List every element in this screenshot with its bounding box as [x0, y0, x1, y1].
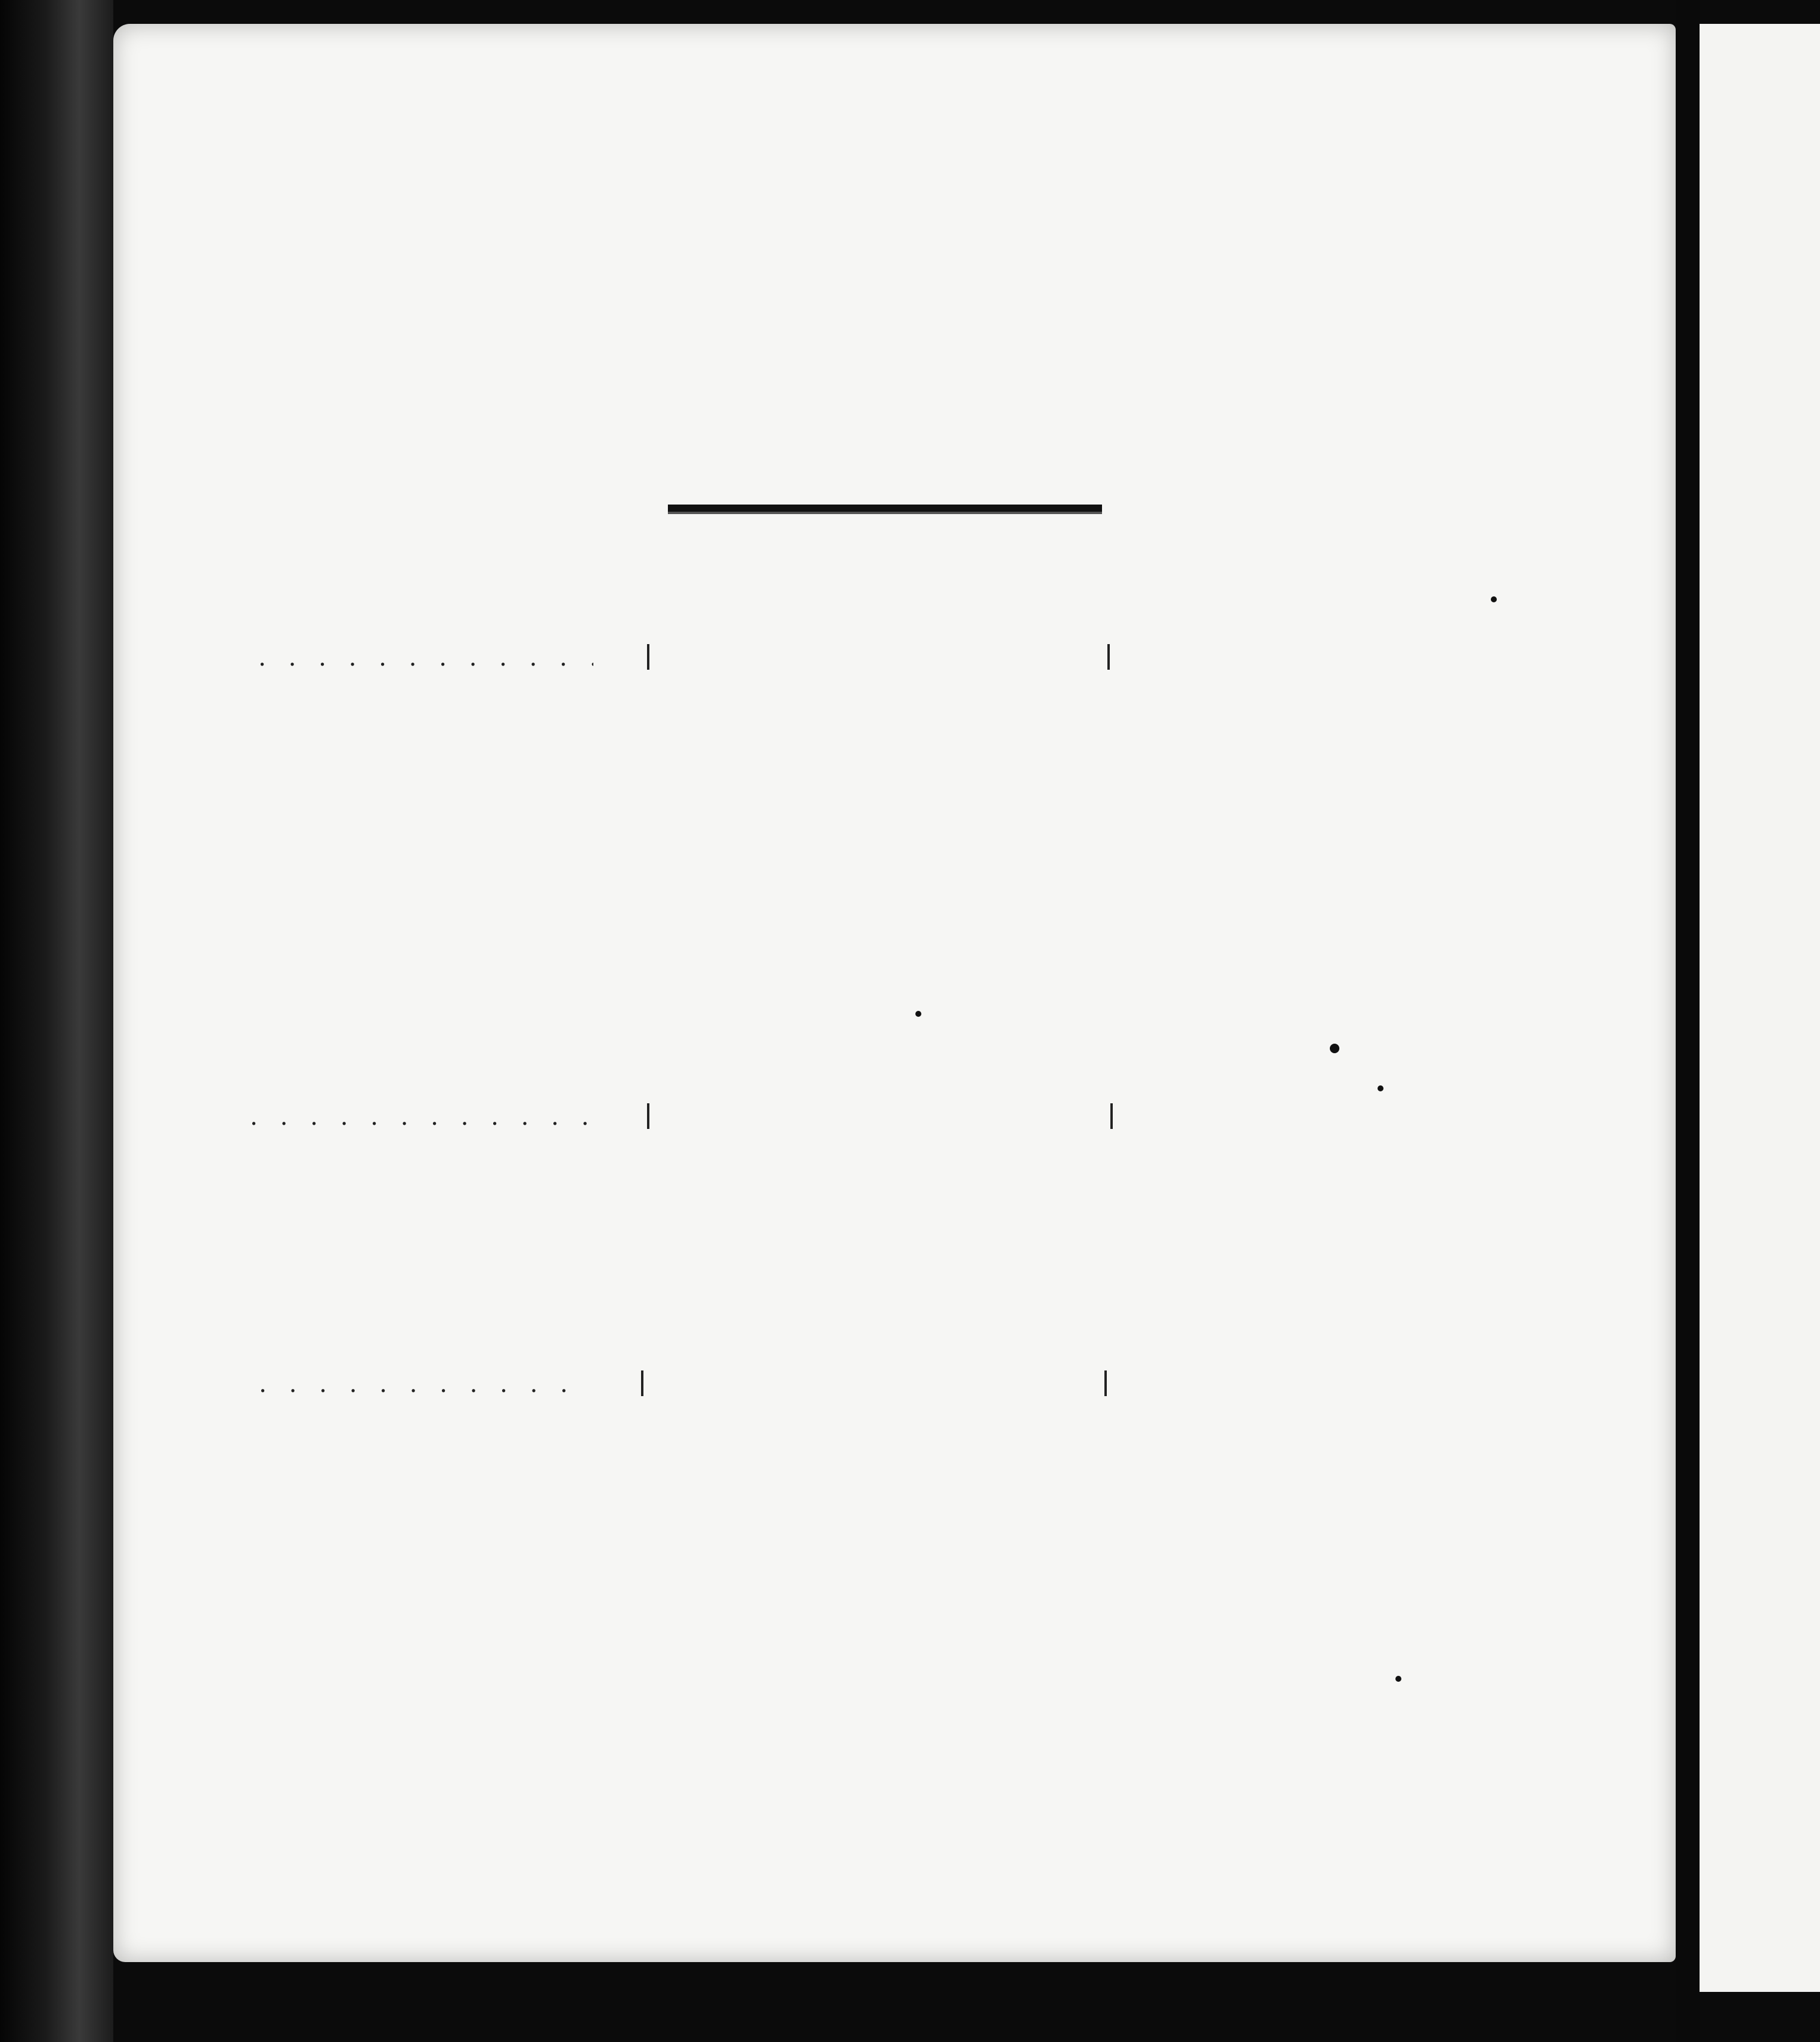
old-testament-column-2	[647, 644, 1107, 670]
apocrypha-column-3	[1110, 1103, 1562, 1129]
ink-speck	[1395, 1676, 1401, 1682]
scan-left-border	[0, 0, 113, 2042]
ink-speck	[1378, 1085, 1383, 1091]
ink-speck	[1491, 596, 1497, 602]
list-item	[188, 1370, 641, 1396]
leader-dots	[259, 1370, 587, 1396]
new-testament-column-2	[641, 1370, 1104, 1396]
leader-dots	[250, 1103, 593, 1129]
ink-speck	[915, 1011, 921, 1017]
list-item	[191, 1103, 647, 1129]
old-testament-column-3	[1107, 644, 1559, 670]
apocrypha-column-2	[647, 1103, 1110, 1129]
old-testament-table	[197, 644, 1559, 670]
facing-page-fragment	[1700, 24, 1820, 1992]
page	[113, 24, 1676, 1962]
new-testament-column-3	[1104, 1370, 1556, 1396]
book-gutter	[1676, 0, 1700, 2042]
list-item	[197, 644, 647, 670]
leader-dots	[259, 644, 593, 670]
new-testament-column-1	[188, 1370, 641, 1396]
title-divider-rule	[668, 505, 1102, 514]
old-testament-column-1	[197, 644, 647, 670]
apocrypha-table	[191, 1103, 1562, 1129]
new-testament-table	[188, 1370, 1556, 1396]
apocrypha-column-1	[191, 1103, 647, 1129]
ink-speck	[1330, 1044, 1339, 1053]
